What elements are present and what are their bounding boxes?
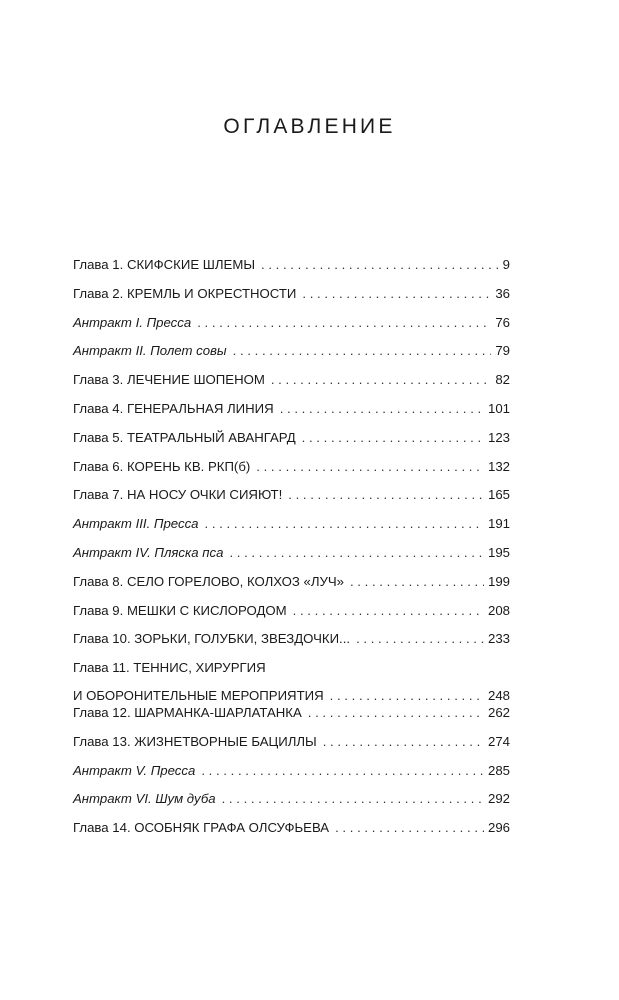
toc-entry bbox=[73, 430, 510, 459]
toc-page-number: 195 bbox=[487, 544, 510, 560]
toc-entry-label: Антракт V. Пресса bbox=[73, 762, 196, 778]
toc-entry-label: Глава 10. ЗОРЬКИ, ГОЛУБКИ, ЗВЕЗДОЧКИ... bbox=[73, 631, 351, 647]
dot-leader bbox=[356, 631, 484, 647]
dot-leader bbox=[323, 734, 484, 750]
toc-page-number: 208 bbox=[487, 602, 510, 618]
toc-page-number: 101 bbox=[487, 400, 510, 416]
toc-entry bbox=[73, 763, 510, 792]
page-title: ОГЛАВЛЕНИЕ bbox=[223, 115, 396, 138]
dot-leader bbox=[205, 516, 484, 532]
dot-leader bbox=[197, 315, 491, 331]
toc-page-number: 132 bbox=[487, 458, 510, 474]
dot-leader bbox=[302, 430, 484, 446]
toc-entry-label: Глава 2. КРЕМЛЬ И ОКРЕСТНОСТИ bbox=[73, 285, 297, 301]
dot-leader bbox=[229, 545, 484, 561]
toc-entry bbox=[73, 660, 510, 705]
toc-entry bbox=[73, 372, 510, 401]
toc-entry bbox=[73, 791, 510, 820]
toc-entry bbox=[73, 286, 510, 315]
toc-entry-label: Антракт VI. Шум дуба bbox=[73, 791, 216, 807]
toc-entry bbox=[73, 545, 510, 574]
toc-page-number: 191 bbox=[487, 516, 510, 532]
toc-entry bbox=[73, 257, 510, 286]
toc-entry-label: Глава 11. ТЕННИС, ХИРУРГИЯ bbox=[73, 660, 266, 676]
toc-page-number: 123 bbox=[487, 429, 510, 445]
dot-leader bbox=[288, 487, 484, 503]
toc-page-number: 76 bbox=[495, 314, 510, 330]
toc-entry-label: Глава 3. ЛЕЧЕНИЕ ШОПЕНОМ bbox=[73, 372, 265, 388]
toc-entry bbox=[73, 487, 510, 516]
dot-leader bbox=[280, 401, 484, 417]
dot-leader bbox=[335, 820, 484, 836]
toc-entry bbox=[73, 734, 510, 763]
dot-leader bbox=[256, 459, 484, 475]
toc-entry-label: Антракт IV. Пляска пса bbox=[73, 544, 224, 560]
toc-entry bbox=[73, 631, 510, 660]
toc-page-number: 82 bbox=[495, 372, 510, 388]
toc-page-number: 165 bbox=[487, 487, 510, 503]
toc-entry-label-line2: И ОБОРОНИТЕЛЬНЫЕ МЕРОПРИЯТИЯ bbox=[73, 688, 324, 704]
dot-leader bbox=[293, 603, 484, 619]
toc-entry-label: Антракт II. Полет совы bbox=[73, 343, 227, 359]
toc-entry-label: Глава 5. ТЕАТРАЛЬНЫЙ АВАНГАРД bbox=[73, 429, 296, 445]
toc-entry bbox=[73, 343, 510, 372]
toc-page-number: 79 bbox=[495, 343, 510, 359]
toc-page-number: 36 bbox=[495, 285, 510, 301]
dot-leader bbox=[201, 763, 484, 779]
toc-entry bbox=[73, 315, 510, 344]
toc-entry bbox=[73, 401, 510, 430]
toc-page-number: 296 bbox=[487, 820, 510, 836]
toc-entry-label: Глава 7. НА НОСУ ОЧКИ СИЯЮТ! bbox=[73, 487, 283, 503]
toc-entry bbox=[73, 603, 510, 632]
toc-page-number: 262 bbox=[487, 704, 510, 720]
toc-entry-label: Антракт I. Пресса bbox=[73, 314, 192, 330]
toc-entry bbox=[73, 459, 510, 488]
toc-entry bbox=[73, 574, 510, 603]
toc-entry bbox=[73, 705, 510, 734]
toc-page-number: 9 bbox=[502, 257, 510, 272]
dot-leader bbox=[261, 257, 499, 273]
dot-leader bbox=[233, 343, 492, 359]
table-of-contents bbox=[73, 257, 510, 849]
toc-entry-label: Глава 12. ШАРМАНКА-ШАРЛАТАНКА bbox=[73, 704, 302, 720]
toc-page-number: 292 bbox=[487, 791, 510, 807]
toc-page-number: 285 bbox=[487, 762, 510, 778]
dot-leader bbox=[330, 688, 484, 704]
toc-entry-label: Антракт III. Пресса bbox=[73, 516, 199, 532]
dot-leader bbox=[350, 574, 484, 590]
toc-entry bbox=[73, 820, 510, 849]
dot-leader bbox=[222, 791, 484, 807]
toc-page-number: 274 bbox=[487, 733, 510, 749]
dot-leader bbox=[271, 372, 491, 388]
toc-entry-label: Глава 4. ГЕНЕРАЛЬНАЯ ЛИНИЯ bbox=[73, 400, 274, 416]
toc-page-number: 199 bbox=[487, 573, 510, 589]
toc-entry-label: Глава 1. СКИФСКИЕ ШЛЕМЫ bbox=[73, 257, 255, 272]
toc-entry-label: Глава 6. КОРЕНЬ КВ. РКП(б) bbox=[73, 458, 251, 474]
toc-page-number: 233 bbox=[487, 631, 510, 647]
dot-leader bbox=[302, 286, 491, 302]
dot-leader bbox=[308, 705, 484, 721]
toc-entry-label: Глава 8. СЕЛО ГОРЕЛОВО, КОЛХОЗ «ЛУЧ» bbox=[73, 573, 344, 589]
toc-entry-label: Глава 13. ЖИЗНЕТВОРНЫЕ БАЦИЛЛЫ bbox=[73, 733, 317, 749]
toc-entry-label: Глава 9. МЕШКИ С КИСЛОРОДОМ bbox=[73, 602, 287, 618]
toc-entry-label: Глава 14. ОСОБНЯК ГРАФА ОЛСУФЬЕВА bbox=[73, 820, 330, 836]
toc-page-number: 248 bbox=[487, 688, 510, 704]
toc-entry bbox=[73, 516, 510, 545]
